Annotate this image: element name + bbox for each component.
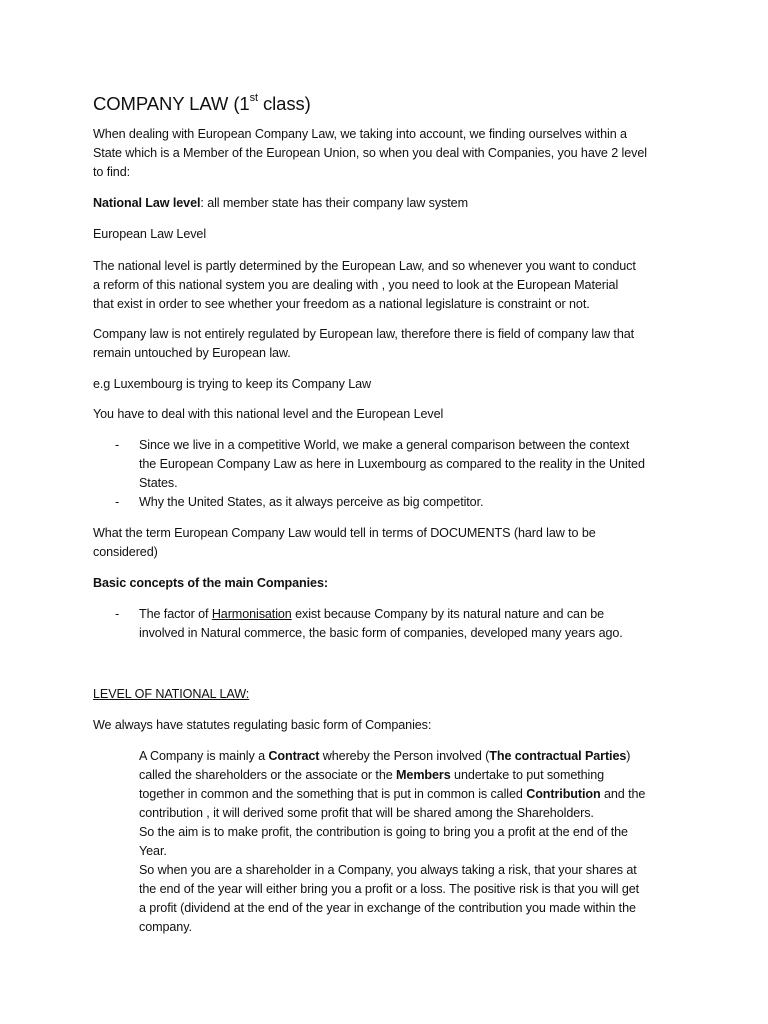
title-tail: class) xyxy=(257,93,311,115)
text-span: whereby the Person involved ( xyxy=(319,749,490,763)
statutes-paragraph: We always have statutes regulating basic form of Companies: xyxy=(93,718,432,732)
text-line: involved in Natural commerce, the basic form of companies, developed many years ago. xyxy=(139,626,623,640)
harmonisation-term: Harmonisation xyxy=(211,607,292,621)
text-line xyxy=(139,766,685,785)
text-span: ) xyxy=(626,749,631,763)
title-superscript: st xyxy=(249,92,258,104)
text-line: When dealing with European Company Law, we taking into account, we finding ourselves within a xyxy=(93,127,627,141)
text-line: a profit (dividend at the end of the year in exchange of the contribution you made within the xyxy=(139,901,636,915)
text-span: The factor of xyxy=(139,607,212,621)
members-term: Members xyxy=(396,768,451,782)
basic-concepts-heading xyxy=(93,574,683,593)
title-text: COMPANY LAW (1 xyxy=(93,93,250,115)
documents-paragraph xyxy=(93,524,683,562)
text-line: considered) xyxy=(93,545,158,559)
national-law-paragraph xyxy=(93,194,683,213)
company-definition-block xyxy=(139,747,685,937)
bullet-dash: - xyxy=(115,438,120,452)
bullet-dash: - xyxy=(115,607,120,621)
text-line xyxy=(139,785,685,804)
national-law-section-heading xyxy=(93,685,683,704)
national-level-paragraph xyxy=(93,257,683,314)
contribution-term: Contribution xyxy=(526,787,601,801)
text-line: The national level is partly determined by the European Law, and so whenever you want to conduct xyxy=(93,259,636,273)
text-line: the end of the year will either bring you a profit or a loss. The positive risk is that you will get xyxy=(139,882,640,896)
text-line: State which is a Member of the European Union, so when you deal with Companies, you have 2 level xyxy=(93,146,647,160)
text-line xyxy=(139,747,685,766)
basic-concepts-text: Basic concepts of the main Companies: xyxy=(93,576,328,590)
text-line: So the aim is to make profit, the contribution is going to bring you a profit at the end of the xyxy=(139,825,628,839)
text-line: that exist in order to see whether your freedom as a national legislature is constraint or not. xyxy=(93,297,590,311)
text-span: exist because Company by its natural nature and can be xyxy=(291,607,605,621)
text-line: Company law is not entirely regulated by European law, therefore there is field of company law that xyxy=(93,327,635,341)
text-line: States. xyxy=(139,476,178,490)
section-heading-text: LEVEL OF NATIONAL LAW: xyxy=(93,687,250,701)
text-line: Year. xyxy=(139,844,167,858)
text-line: company. xyxy=(139,920,192,934)
contract-term: Contract xyxy=(268,749,320,763)
page-title xyxy=(93,89,311,115)
deal-levels-paragraph: You have to deal with this national level and the European Level xyxy=(93,407,444,421)
european-law-heading: European Law Level xyxy=(93,227,207,241)
intro-paragraph xyxy=(93,125,683,182)
company-law-paragraph xyxy=(93,325,683,363)
text-line xyxy=(139,605,683,624)
text-span: called the shareholders or the associate or the xyxy=(139,768,397,782)
national-law-term: National Law level xyxy=(93,196,201,210)
text-line: contribution , it will derived some profit that will be shared among the Shareholders. xyxy=(139,806,594,820)
text-line: the European Company Law as here in Luxembourg as compared to the reality in the United xyxy=(139,457,645,471)
contractual-parties-term: The contractual Parties xyxy=(489,749,627,763)
national-law-text: : all member state has their company law system xyxy=(200,196,468,210)
text-line: Since we live in a competitive World, we make a general comparison between the context xyxy=(139,438,630,452)
text-line: So when you are a shareholder in a Company, you always taking a risk, that your shares at xyxy=(139,863,637,877)
text-span: undertake to put something xyxy=(450,768,605,782)
bullet-dash: - xyxy=(115,495,120,509)
text-span: and the xyxy=(600,787,646,801)
text-span: A Company is mainly a xyxy=(139,749,269,763)
text-line: a reform of this national system you are dealing with , you need to look at the European Material xyxy=(93,278,619,292)
text-line: What the term European Company Law would tell in terms of DOCUMENTS (hard law to be xyxy=(93,526,596,540)
text-span: together in common and the something that is put in common is called xyxy=(139,787,527,801)
text-line: Why the United States, as it always perceive as big competitor. xyxy=(139,495,484,509)
luxembourg-paragraph: e.g Luxembourg is trying to keep its Company Law xyxy=(93,377,372,391)
text-line: to find: xyxy=(93,165,131,179)
text-line: remain untouched by European law. xyxy=(93,346,291,360)
